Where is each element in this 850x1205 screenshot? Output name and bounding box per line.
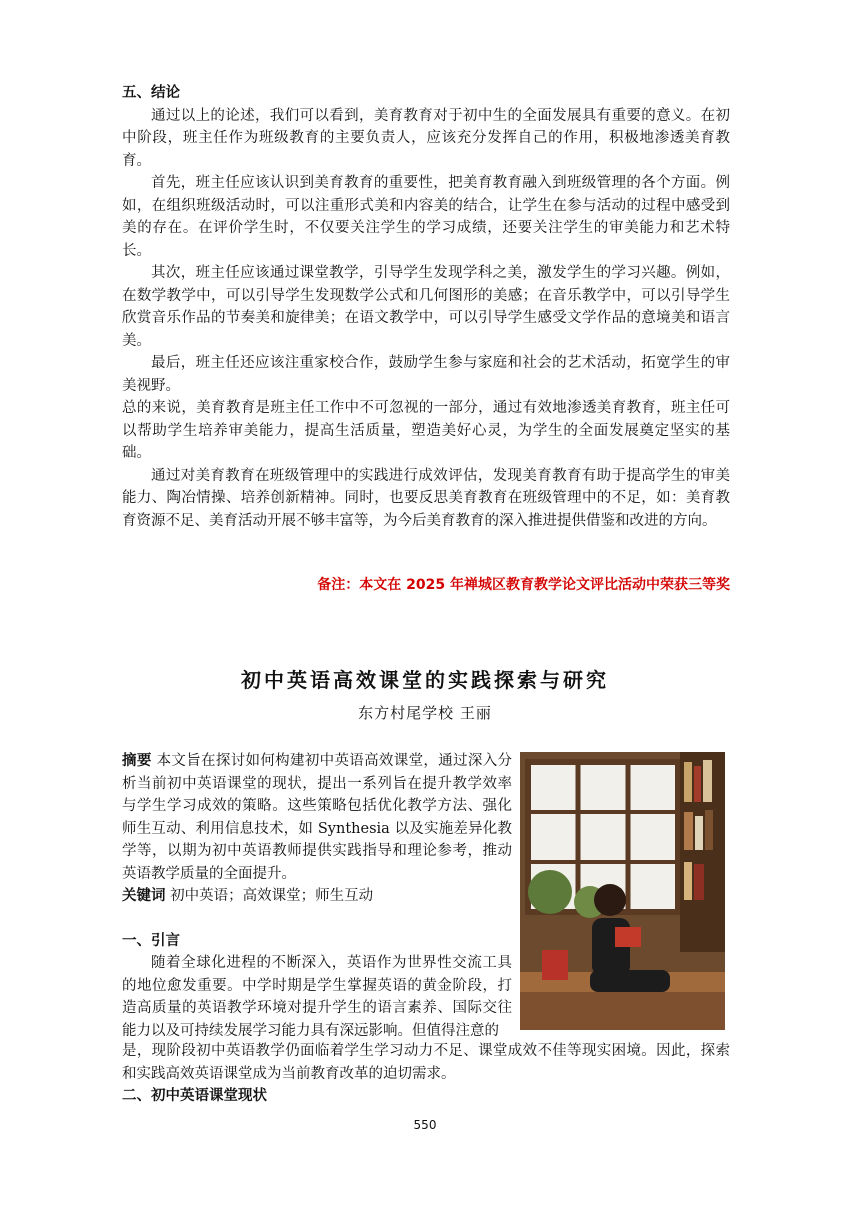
abstract-label: 摘要: [122, 753, 152, 769]
article-author: 东方村尾学校 王丽: [358, 704, 492, 722]
conclusion-paragraph-5: 总的来说，美育教育是班主任工作中不可忽视的一部分，通过有效地渗透美育教育，班主任可以帮助学生培养审美能力，提高生活质量，塑造美好心灵，为学生的全面发展奠定坚实的基础。: [122, 400, 730, 461]
award-note: 备注：本文在 2025 年禅城区教育教学论文评比活动中荣获三等奖: [317, 577, 730, 593]
keywords-paragraph: [122, 885, 512, 908]
section-continued: [122, 1040, 730, 1108]
abstract-paragraph: [122, 750, 512, 885]
article-title: 初中英语高效课堂的实践探索与研究: [241, 668, 609, 692]
abstract-block: [122, 750, 512, 1042]
conclusion-paragraph-4: 最后，班主任还应该注重家校合作，鼓励学生参与家庭和社会的艺术活动，拓宽学生的审美视野。: [122, 355, 730, 394]
conclusion-paragraph-2: 首先，班主任应该认识到美育教育的重要性，把美育教育融入到班级管理的各个方面。例如，在组织班级活动时，可以注重形式美和内容美的结合，让学生在参与活动的过程中感受到美的存在。在评价学生时，不仅要关注学生的学习成绩，还要关注学生的审美能力和艺术特长。: [122, 175, 730, 259]
photo-illustration: [520, 752, 725, 1030]
article-photo: [520, 752, 725, 1030]
section1-paragraph-part2: 是，现阶段初中英语教学仍面临着学生学习动力不足、课堂成效不佳等现实困境。因此，探索和实践高效英语课堂成为当前教育改革的迫切需求。: [122, 1043, 730, 1082]
page-number: 550: [413, 1118, 437, 1132]
conclusion-paragraph-1: 通过以上的论述，我们可以看到，美育教育对于初中生的全面发展具有重要的意义。在初中阶段，班主任作为班级教育的主要负责人，应该充分发挥自己的作用，积极地渗透美育教育。: [122, 107, 730, 169]
section1-heading: 一、引言: [122, 932, 180, 949]
conclusion-paragraph-3: 其次，班主任应该通过课堂教学，引导学生发现学科之美，激发学生的学习兴趣。例如，在数学教学中，可以引导学生发现数学公式和几何图形的美感；在音乐教学中，可以引导学生欣赏音乐作品的节奏美和旋律美；在语文教学中，可以引导学生感受文学作品的意境美和语言美。: [122, 265, 730, 349]
keywords-label: 关键词: [122, 888, 166, 904]
conclusion-paragraph-6: 通过对美育教育在班级管理中的实践进行成效评估，发现美育教育有助于提高学生的审美能力、陶冶情操、培养创新精神。同时，也要反思美育教育在班级管理中的不足，如：美育教育资源不足、美育活动开展不够丰富等，为今后美育教育的深入推进提供借鉴和改进的方向。: [122, 467, 730, 529]
abstract-text: 本文旨在探讨如何构建初中英语高效课堂，通过深入分析当前初中英语课堂的现状，提出一系列旨在提升教学效率与学生学习成效的策略。这些策略包括优化教学方法、强化师生互动、利用信息技术，如 Synthesia 以及实施差异化教学等，以期为初中英语教师提供实践指导和理论参考，推动英语教学质量的全面提升。: [122, 753, 513, 882]
keywords-text: 初中英语；高效课堂；师生互动: [170, 888, 374, 904]
section2-heading: 二、初中英语课堂现状: [122, 1088, 267, 1104]
conclusion-heading: 五、结论: [122, 85, 180, 101]
conclusion-section: [122, 82, 730, 532]
section1-paragraph-part1: 随着全球化进程的不断深入，英语作为世界性交流工具的地位愈发重要。中学时期是学生掌握英语的黄金阶段，打造高质量的英语教学环境对提升学生的语言素养、国际交往能力以及可持续发展学习能力具有深远影响。但值得注意的: [122, 955, 512, 1039]
